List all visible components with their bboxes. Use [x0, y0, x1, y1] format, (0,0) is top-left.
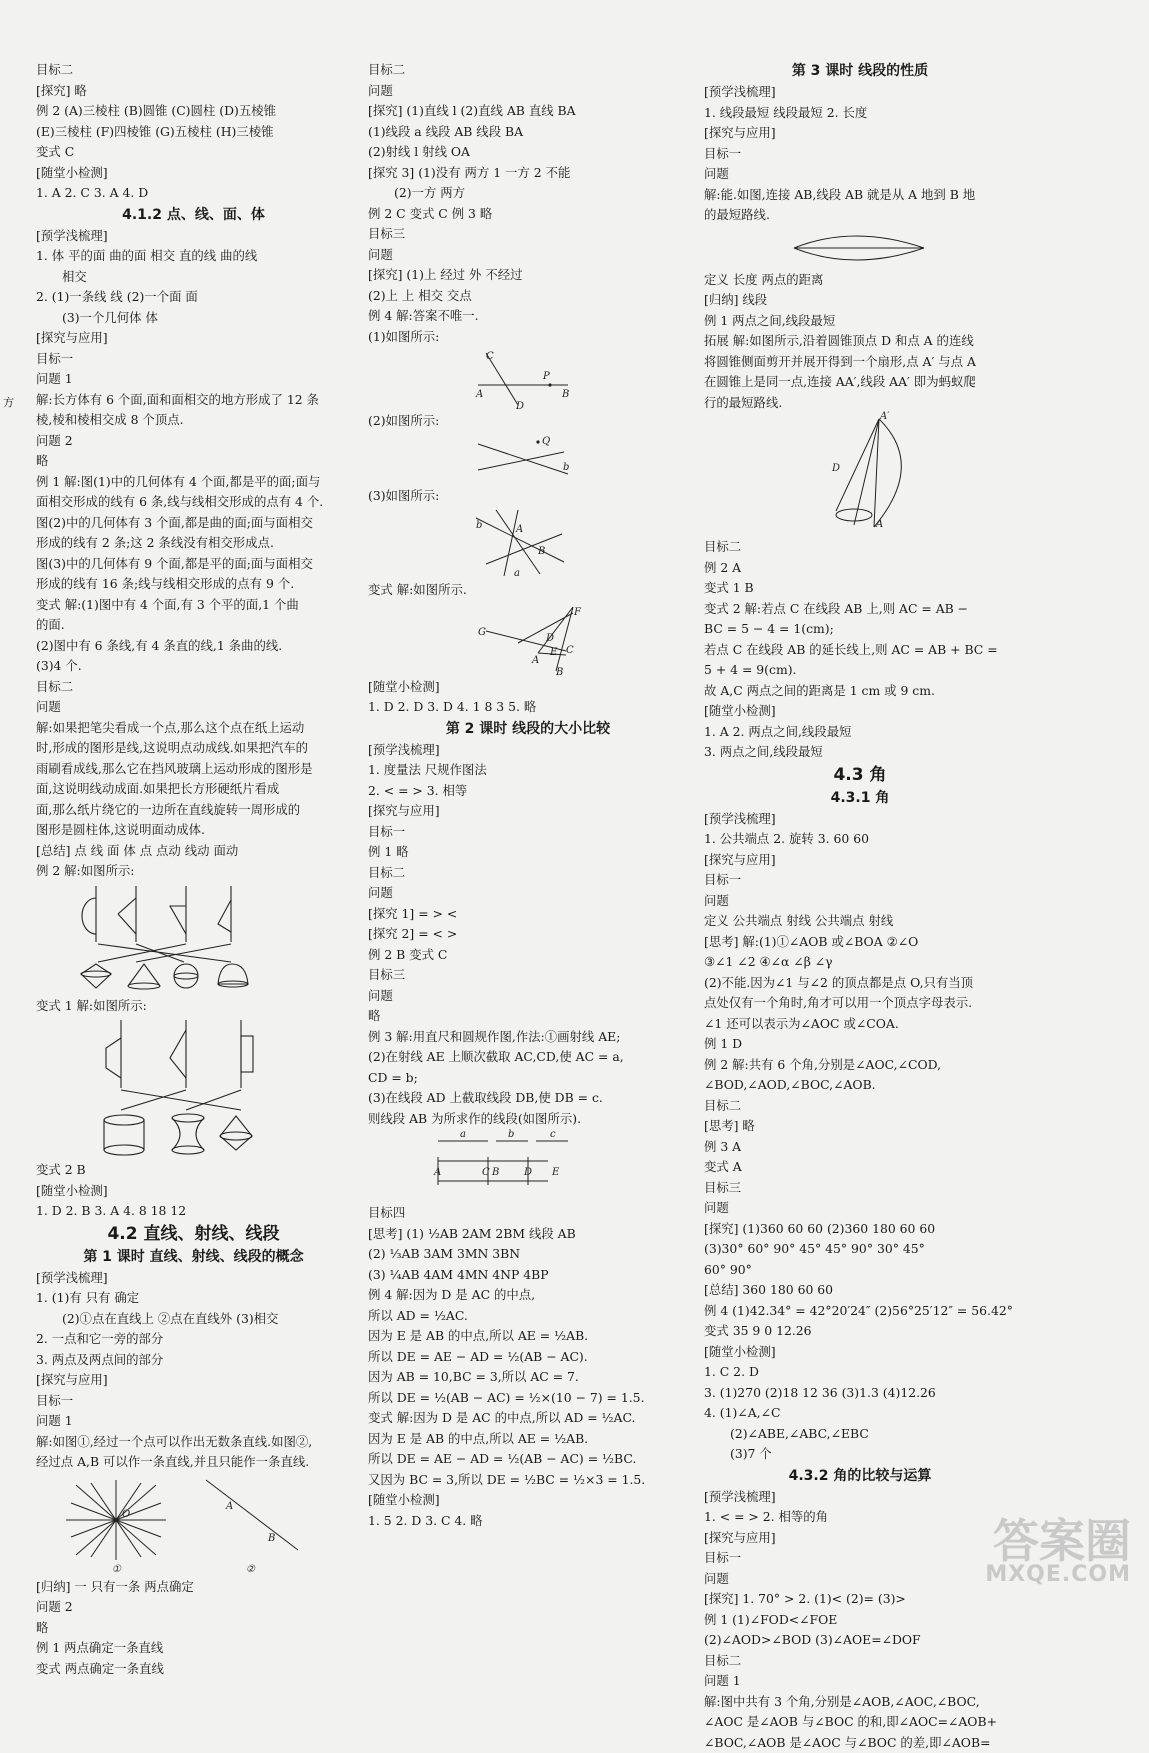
- text-line: (2)图中有 6 条线,有 4 条直的线,1 条曲的线.: [36, 636, 351, 657]
- text-line: 例 1 (1)∠FOD<∠FOE: [704, 1610, 1016, 1631]
- text-line: 变式 35 9 0 12.26: [704, 1321, 1016, 1342]
- text-line: 例 2 (A)三棱柱 (B)圆锥 (C)圆柱 (D)五棱锥: [36, 101, 351, 122]
- text-line: 例 3 解:用直尺和圆规作图,作法:①画射线 AE;: [368, 1027, 688, 1048]
- col2-block-b: [368, 677, 688, 718]
- fig-label: ②: [246, 1564, 256, 1575]
- text-line: 目标一: [368, 822, 688, 843]
- text-line: 问题: [704, 164, 1016, 185]
- text-line: 所以 DE = AE − AD = ½(AB − AC).: [368, 1347, 688, 1368]
- text-line: 解:能.如图,连接 AB,线段 AB 就是从 A 地到 B 地: [704, 185, 1016, 206]
- figure-segment-construction: [368, 1131, 568, 1201]
- watermark-line-2: MXQE.COM: [985, 1564, 1131, 1586]
- lesson-heading-3: 第 3 课时 线段的性质: [704, 60, 1016, 82]
- text-line: [随堂小检测]: [704, 1342, 1016, 1363]
- text-line: CD = b;: [368, 1068, 688, 1089]
- col1-block-a: [36, 60, 351, 204]
- text-line: 略: [36, 1618, 351, 1639]
- text-line: (2)∠AOD>∠BOD (3)∠AOE=∠DOF: [704, 1630, 1016, 1651]
- section-heading-4-1-2: 4.1.2 点、线、面、体: [36, 204, 351, 226]
- fig-label: A: [433, 1167, 441, 1178]
- fig-label: ①: [112, 1564, 122, 1575]
- text-line: 例 1 略: [368, 842, 688, 863]
- text-line: 目标一: [704, 1548, 1016, 1569]
- fig-label: A: [875, 519, 883, 530]
- fig-label: E: [549, 647, 558, 658]
- variant-text: 变式 解:如图所示.: [368, 580, 688, 601]
- text-line: 变式 1 解:如图所示:: [36, 996, 351, 1017]
- text-line: 2. (1)一条线 线 (2)一个面 面: [36, 287, 351, 308]
- fig-label: C: [566, 645, 574, 656]
- text-line: 目标一: [704, 870, 1016, 891]
- text-line: 问题 1: [704, 1671, 1016, 1692]
- text-line: [随堂小检测]: [368, 1490, 688, 1511]
- text-line: [探究与应用]: [368, 801, 688, 822]
- text-line: [探究与应用]: [36, 328, 351, 349]
- text-line: 问题: [368, 883, 688, 904]
- fig-label: D: [523, 1167, 532, 1178]
- sub-item-2: (2)如图所示:: [368, 411, 688, 432]
- text-line: [预学浅梳理]: [36, 226, 351, 247]
- text-line: 4. (1)∠A,∠C: [704, 1403, 1016, 1424]
- text-line: [随堂小检测]: [36, 1181, 351, 1202]
- text-line: 1. < = > 2. 相等的角: [704, 1507, 1016, 1528]
- figure-shortest-path: [704, 228, 1004, 268]
- col1-block-d: [36, 1160, 351, 1222]
- text-line: 例 4 解:答案不唯一.: [368, 306, 688, 327]
- text-line: 变式 解:(1)图中有 4 个面,有 3 个平的面,1 个曲: [36, 595, 351, 616]
- text-line: 1. 线段最短 线段最短 2. 长度: [704, 103, 1016, 124]
- text-line: (2)在射线 AE 上顺次截取 AC,CD,使 AC = a,: [368, 1047, 688, 1068]
- text-line: 1. 5 2. D 3. C 4. 略: [368, 1511, 688, 1532]
- text-line: [总结] 360 180 60 60: [704, 1280, 1016, 1301]
- col2-block-d: [368, 1203, 688, 1531]
- text-line: 相交: [36, 267, 351, 288]
- text-line: [探究] 略: [36, 81, 351, 102]
- text-line: [探究与应用]: [36, 1370, 351, 1391]
- text-line: 点处仅有一个角时,角才可以用一个顶点字母表示.: [704, 993, 1016, 1014]
- text-line: 又因为 BC = 3,所以 DE = ½BC = ½×3 = 1.5.: [368, 1470, 688, 1491]
- text-line: 拓展 解:如图所示,沿着圆锥顶点 D 和点 A 的连线: [704, 331, 1016, 352]
- text-line: 目标一: [36, 1391, 351, 1412]
- text-line: (2)不能.因为∠1 与∠2 的顶点都是点 O,只有当顶: [704, 973, 1016, 994]
- fig-label: D: [831, 463, 840, 474]
- text-line: [探究 1] = > <: [368, 904, 688, 925]
- text-line: (2)上 上 相交 交点: [368, 286, 688, 307]
- text-line: 将圆锥侧面剪开并展开得到一个扇形,点 A′ 与点 A: [704, 352, 1016, 373]
- text-line: 略: [36, 451, 351, 472]
- text-line: (3)7 个: [704, 1444, 1016, 1465]
- text-line: 所以 AD = ½AC.: [368, 1306, 688, 1327]
- fig-label: D: [515, 401, 524, 412]
- text-line: 例 2 C 变式 C 例 3 略: [368, 204, 688, 225]
- text-line: 所以 DE = ½(AB − AC) = ½×(10 − 7) = 1.5.: [368, 1388, 688, 1409]
- section-heading-4-3-1: 4.3.1 角: [704, 787, 1016, 809]
- text-line: 目标二: [36, 60, 351, 81]
- text-line: 目标二: [36, 677, 351, 698]
- figure-intersecting-lines-2: [368, 434, 568, 484]
- fig-label: E: [551, 1167, 560, 1178]
- text-line: 略: [368, 1006, 688, 1027]
- fig-label: A: [225, 1501, 233, 1512]
- text-line: 目标二: [704, 1651, 1016, 1672]
- text-line: [归纳] 一 只有一条 两点确定: [36, 1577, 351, 1598]
- fig-label: a: [460, 1129, 466, 1140]
- text-line: 目标三: [368, 224, 688, 245]
- text-line: [探究] (1)上 经过 外 不经过: [368, 265, 688, 286]
- text-line: [总结] 点 线 面 体 点 点动 线动 面动: [36, 841, 351, 862]
- figure-rotation-solids: [36, 884, 266, 994]
- text-line: 形成的线有 2 条;这 2 条线没有相交形成点.: [36, 533, 351, 554]
- text-line: 例 1 D: [704, 1034, 1016, 1055]
- text-line: 5 + 4 = 9(cm).: [704, 660, 1016, 681]
- figure-cone-unfold: [704, 415, 1004, 535]
- text-line: [探究 2] = < >: [368, 924, 688, 945]
- column-1: [36, 60, 351, 1679]
- text-line: 行的最短路线.: [704, 393, 1016, 414]
- text-line: 目标二: [368, 863, 688, 884]
- fig-label: G: [478, 627, 486, 638]
- text-line: [探究 3] (1)没有 两方 1 一方 2 不能: [368, 163, 688, 184]
- text-line: [探究] 1. 70° > 2. (1)< (2)= (3)>: [704, 1589, 1016, 1610]
- text-line: 问题 1: [36, 1411, 351, 1432]
- text-line: (1)如图所示:: [368, 327, 688, 348]
- text-line: 因为 E 是 AB 的中点,所以 AE = ½AB.: [368, 1429, 688, 1450]
- text-line: (3)4 个.: [36, 656, 351, 677]
- text-line: BC = 5 − 4 = 1(cm);: [704, 619, 1016, 640]
- text-line: ∠BOC,∠AOB 是∠AOC 与∠BOC 的差,即∠AOB=: [704, 1733, 1016, 1753]
- text-line: 问题: [704, 891, 1016, 912]
- text-line: [随堂小检测]: [368, 677, 688, 698]
- text-line: [预学浅梳理]: [36, 1268, 351, 1289]
- text-line: 所以 DE = AE − AD = ½(AB − AC) = ½BC.: [368, 1449, 688, 1470]
- text-line: 例 4 解:因为 D 是 AC 的中点,: [368, 1285, 688, 1306]
- sub-item-3: (3)如图所示:: [368, 486, 688, 507]
- text-line: 若点 C 在线段 AB 的延长线上,则 AC = AB + BC =: [704, 640, 1016, 661]
- text-line: 问题 2: [36, 1597, 351, 1618]
- fig-label: A: [531, 655, 539, 666]
- text-line: 变式 2 解:若点 C 在线段 AB 上,则 AC = AB −: [704, 599, 1016, 620]
- text-line: [探究与应用]: [704, 123, 1016, 144]
- text-line: 图(3)中的几何体有 9 个面,都是平的面;面与面相交: [36, 554, 351, 575]
- text-line: (3)在线段 AD 上截取线段 DB,使 DB = c.: [368, 1088, 688, 1109]
- text-line: 1. 公共端点 2. 旋转 3. 60 60: [704, 829, 1016, 850]
- fig-label: Q: [542, 436, 550, 447]
- text-line: 3. 两点之间,线段最短: [704, 742, 1016, 763]
- fig-label: b: [476, 520, 482, 531]
- col3-block-a: [704, 82, 1016, 226]
- col3-block-d: [704, 809, 1016, 1465]
- fig-label: B: [537, 546, 545, 557]
- text-line: 问题: [36, 697, 351, 718]
- fig-label: b: [508, 1129, 514, 1140]
- text-line: 1. 体 平的面 曲的面 相交 直的线 曲的线: [36, 246, 351, 267]
- text-line: 棱,棱和棱相交成 8 个顶点.: [36, 410, 351, 431]
- text-line: 变式 两点确定一条直线: [36, 1659, 351, 1680]
- text-line: 问题 2: [36, 431, 351, 452]
- text-line: 目标三: [368, 965, 688, 986]
- fig-label: F: [573, 607, 582, 618]
- text-line: 雨刷看成线,那么它在挡风玻璃上运动形成的图形是: [36, 759, 351, 780]
- text-line: 则线段 AB 为所求作的线段(如图所示).: [368, 1109, 688, 1130]
- text-line: 目标一: [36, 349, 351, 370]
- figure-variant-solids: [36, 1018, 266, 1158]
- col1-block-c: [36, 996, 351, 1017]
- text-line: 因为 AB = 10,BC = 3,所以 AC = 7.: [368, 1367, 688, 1388]
- text-line: (2)①点在直线上 ②点在直线外 (3)相交: [36, 1309, 351, 1330]
- text-line: 问题: [368, 81, 688, 102]
- text-line: ∠BOD,∠AOD,∠BOC,∠AOB.: [704, 1075, 1016, 1096]
- text-line: [预学浅梳理]: [704, 82, 1016, 103]
- text-line: 变式 1 B: [704, 578, 1016, 599]
- text-line: ∠1 还可以表示为∠AOC 或∠COA.: [704, 1014, 1016, 1035]
- text-line: 变式 2 B: [36, 1160, 351, 1181]
- text-line: 变式 A: [704, 1157, 1016, 1178]
- text-line: 图(2)中的几何体有 3 个面,都是曲的面;面与面相交: [36, 513, 351, 534]
- edge-character: 方: [3, 394, 14, 410]
- fig-label: B: [561, 389, 569, 400]
- text-line: 例 2 解:共有 6 个角,分别是∠AOC,∠COD,: [704, 1055, 1016, 1076]
- text-line: 目标二: [704, 1096, 1016, 1117]
- col2-block-a: [368, 60, 688, 347]
- text-line: 变式 C: [36, 142, 351, 163]
- text-line: (E)三棱柱 (F)四棱锥 (G)五棱柱 (H)三棱锥: [36, 122, 351, 143]
- figure-variant-construction: [368, 603, 588, 675]
- col3-block-e: [704, 1487, 1016, 1753]
- fig-label: b: [563, 462, 569, 473]
- fig-label: P: [542, 371, 550, 382]
- text-line: [思考] (1) ½AB 2AM 2BM 线段 AB: [368, 1224, 688, 1245]
- text-line: 3. (1)270 (2)18 12 36 (3)1.3 (4)12.26: [704, 1383, 1016, 1404]
- text-line: 2. 一点和它一旁的部分: [36, 1329, 351, 1350]
- text-line: 在圆锥上是同一点,连接 AA′,线段 AA′ 即为蚂蚁爬: [704, 372, 1016, 393]
- fig-label: D: [545, 633, 554, 644]
- fig-label: a: [514, 568, 520, 579]
- text-line: 例 1 两点之间,线段最短: [704, 311, 1016, 332]
- text-line: 1. 度量法 尺规作图法: [368, 760, 688, 781]
- text-line: (2)∠ABE,∠ABC,∠EBC: [704, 1424, 1016, 1445]
- text-line: 例 1 两点确定一条直线: [36, 1638, 351, 1659]
- col3-block-b: [704, 270, 1016, 414]
- col1-block-e: [36, 1268, 351, 1473]
- column-3: [704, 60, 1016, 1753]
- text-line: 1. A 2. C 3. A 4. D: [36, 183, 351, 204]
- text-line: [探究] (1)360 60 60 (2)360 180 60 60: [704, 1219, 1016, 1240]
- watermark-logo: [985, 1518, 1131, 1586]
- text-line: 问题: [704, 1198, 1016, 1219]
- text-line: 面,那么纸片绕它的一边所在直线旋转一周形成的: [36, 800, 351, 821]
- lesson-heading-1: 第 1 课时 直线、射线、线段的概念: [36, 1246, 351, 1268]
- fig-label: C: [486, 351, 494, 362]
- text-line: 60° 90°: [704, 1260, 1016, 1281]
- text-line: [预学浅梳理]: [704, 809, 1016, 830]
- text-line: 定义 长度 两点的距离: [704, 270, 1016, 291]
- text-line: 形成的线有 16 条;线与线相交形成的点有 9 个.: [36, 574, 351, 595]
- text-line: 解:如果把笔尖看成一个点,那么这个点在纸上运动: [36, 718, 351, 739]
- figure-intersecting-lines-3: [368, 508, 568, 578]
- text-line: 例 1 解:图(1)中的几何体有 4 个面,都是平的面;面与: [36, 472, 351, 493]
- text-line: 例 3 A: [704, 1137, 1016, 1158]
- text-line: 图形是圆柱体,这说明面动成体.: [36, 820, 351, 841]
- text-line: 面相交形成的线有 6 条,线与线相交形成的点有 4 个.: [36, 492, 351, 513]
- fig-label: A: [515, 524, 523, 535]
- lesson-heading-2: 第 2 课时 线段的大小比较: [368, 718, 688, 740]
- text-line: 问题 1: [36, 369, 351, 390]
- figure-intersecting-lines-1: [368, 349, 568, 409]
- text-line: 问题: [368, 245, 688, 266]
- fig-label: B: [555, 667, 563, 678]
- text-line: (2)一方 两方: [368, 183, 688, 204]
- text-line: 例 4 (1)42.34° = 42°20′24″ (2)56°25′12″ = 56.42°: [704, 1301, 1016, 1322]
- text-line: 因为 E 是 AB 的中点,所以 AE = ½AB.: [368, 1326, 688, 1347]
- text-line: (2)射线 l 射线 OA: [368, 142, 688, 163]
- fig-label: A: [475, 389, 483, 400]
- text-line: 1. A 2. 两点之间,线段最短: [704, 722, 1016, 743]
- text-line: 2. < = > 3. 相等: [368, 781, 688, 802]
- text-line: [探究与应用]: [704, 850, 1016, 871]
- text-line: 经过点 A,B 可以作一条直线,并且只能作一条直线.: [36, 1452, 351, 1473]
- text-line: 目标一: [704, 144, 1016, 165]
- text-line: 目标三: [704, 1178, 1016, 1199]
- text-line: 目标二: [704, 537, 1016, 558]
- text-line: 解:长方体有 6 个面,面和面相交的地方形成了 12 条: [36, 390, 351, 411]
- text-line: 故 A,C 两点之间的距离是 1 cm 或 9 cm.: [704, 681, 1016, 702]
- fig-label: B: [267, 1533, 275, 1544]
- col2-block-c: [368, 740, 688, 1130]
- col1-block-f: [36, 1577, 351, 1680]
- text-line: (3)一个几何体 体: [36, 308, 351, 329]
- text-line: 目标四: [368, 1203, 688, 1224]
- text-line: 变式 解:因为 D 是 AC 的中点,所以 AD = ½AC.: [368, 1408, 688, 1429]
- text-line: 的面.: [36, 615, 351, 636]
- text-line: 1. D 2. B 3. A 4. 8 18 12: [36, 1201, 351, 1222]
- section-heading-4-3-2: 4.3.2 角的比较与运算: [704, 1465, 1016, 1487]
- text-line: [思考] 解:(1)①∠AOB 或∠BOA ②∠O: [704, 932, 1016, 953]
- col1-block-b: [36, 226, 351, 882]
- text-line: (3)30° 60° 90° 45° 45° 90° 30° 45°: [704, 1239, 1016, 1260]
- text-line: (2) ⅓AB 3AM 3MN 3BN: [368, 1244, 688, 1265]
- fig-label: c: [550, 1129, 556, 1140]
- figure-lines-through-points: [36, 1475, 326, 1575]
- text-line: 的最短路线.: [704, 205, 1016, 226]
- watermark-line-1: 答案圈: [985, 1518, 1131, 1564]
- text-line: [随堂小检测]: [704, 701, 1016, 722]
- text-line: 例 2 A: [704, 558, 1016, 579]
- text-line: 例 2 解:如图所示:: [36, 861, 351, 882]
- text-line: 1. C 2. D: [704, 1362, 1016, 1383]
- text-line: ③∠1 ∠2 ④∠α ∠β ∠γ: [704, 952, 1016, 973]
- text-line: 目标二: [368, 60, 688, 81]
- text-line: [预学浅梳理]: [368, 740, 688, 761]
- text-line: (3) ¼AB 4AM 4MN 4NP 4BP: [368, 1265, 688, 1286]
- text-line: 解:如图①,经过一个点可以作出无数条直线.如图②,: [36, 1432, 351, 1453]
- text-line: 1. D 2. D 3. D 4. 1 8 3 5. 略: [368, 697, 688, 718]
- text-line: 问题: [368, 986, 688, 1007]
- text-line: [探究与应用]: [704, 1528, 1016, 1549]
- text-line: (1)线段 a 线段 AB 线段 BA: [368, 122, 688, 143]
- text-line: [预学浅梳理]: [704, 1487, 1016, 1508]
- text-line: [探究] (1)直线 l (2)直线 AB 直线 BA: [368, 101, 688, 122]
- fig-label: A′: [879, 411, 890, 422]
- text-line: ∠AOC 是∠AOB 与∠BOC 的和,即∠AOC=∠AOB+: [704, 1712, 1016, 1733]
- text-line: [随堂小检测]: [36, 163, 351, 184]
- fig-label: O: [122, 1509, 130, 1520]
- fig-label: B: [491, 1167, 499, 1178]
- section-heading-4-2: 4.2 直线、射线、线段: [36, 1222, 351, 1246]
- text-line: 1. (1)有 只有 确定: [36, 1288, 351, 1309]
- text-line: 3. 两点及两点间的部分: [36, 1350, 351, 1371]
- col3-block-c: [704, 537, 1016, 763]
- section-heading-4-3: 4.3 角: [704, 763, 1016, 787]
- column-2: [368, 60, 688, 1531]
- fig-label: C: [482, 1167, 490, 1178]
- text-line: 例 2 B 变式 C: [368, 945, 688, 966]
- text-line: [思考] 略: [704, 1116, 1016, 1137]
- text-line: 时,形成的图形是线,这说明点动成线.如果把汽车的: [36, 738, 351, 759]
- text-line: 解:图中共有 3 个角,分别是∠AOB,∠AOC,∠BOC,: [704, 1692, 1016, 1713]
- text-line: 问题: [704, 1569, 1016, 1590]
- text-line: 定义 公共端点 射线 公共端点 射线: [704, 911, 1016, 932]
- text-line: [归纳] 线段: [704, 290, 1016, 311]
- text-line: 面,这说明线动成面.如果把长方形硬纸片看成: [36, 779, 351, 800]
